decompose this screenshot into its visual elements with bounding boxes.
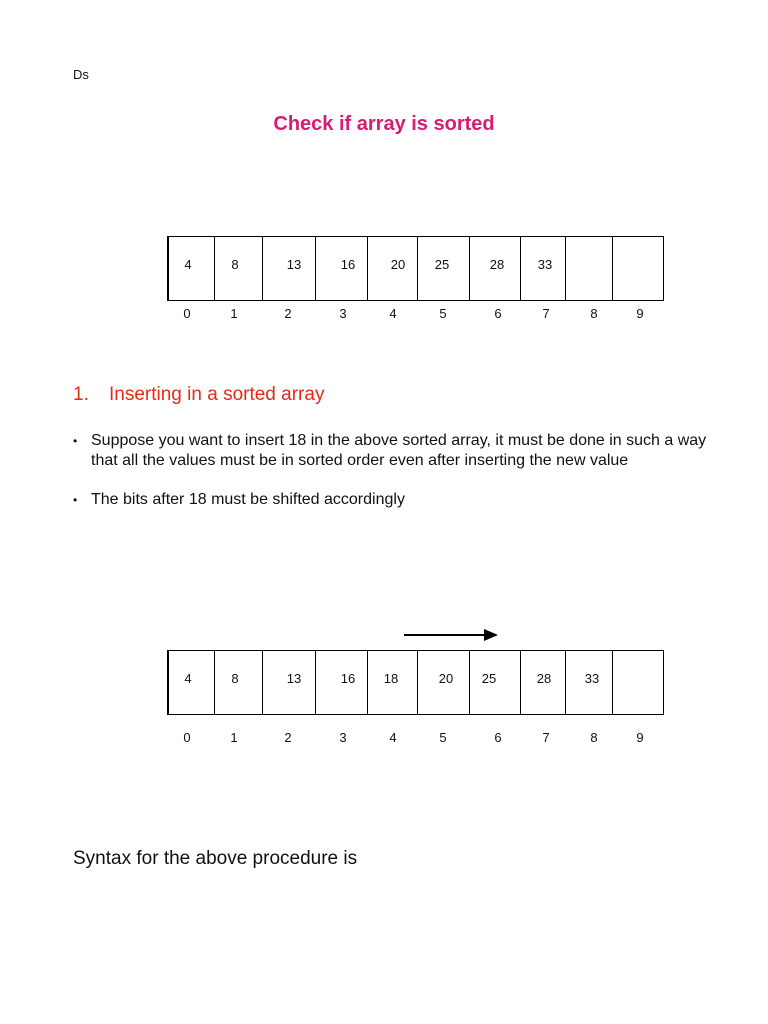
index-label: 2	[284, 730, 292, 745]
cell-value: 4	[184, 257, 192, 272]
array-cell	[215, 237, 263, 300]
array-cell	[613, 651, 664, 714]
array-cell	[169, 651, 215, 714]
list-item	[73, 431, 713, 471]
bullet-list	[73, 431, 713, 529]
section-heading-text: Inserting in a sorted array	[109, 384, 325, 405]
section-number: 1.	[73, 384, 89, 405]
index-label: 0	[183, 306, 191, 321]
array-cell	[470, 651, 521, 714]
index-label: 9	[636, 306, 644, 321]
array-before-table	[167, 236, 664, 301]
array-cell	[263, 237, 316, 300]
index-label: 1	[230, 306, 238, 321]
array-cell	[566, 651, 613, 714]
array-cell	[316, 651, 368, 714]
array-cell	[521, 237, 566, 300]
index-label: 6	[494, 306, 502, 321]
array-after-table	[167, 650, 664, 715]
bullet-icon: •	[73, 493, 78, 507]
array-cell	[418, 237, 470, 300]
index-label: 8	[590, 306, 598, 321]
cell-value: 8	[231, 257, 239, 272]
cell-value: 33	[537, 257, 553, 272]
array-cell	[613, 237, 664, 300]
index-label: 0	[183, 730, 191, 745]
array-cell	[263, 651, 316, 714]
cell-value: 18	[383, 671, 399, 686]
index-label: 7	[542, 306, 550, 321]
array-cell	[521, 651, 566, 714]
cell-value: 13	[286, 257, 302, 272]
cell-value: 8	[231, 671, 239, 686]
index-label: 5	[439, 306, 447, 321]
cell-value: 25	[434, 257, 450, 272]
index-label: 2	[284, 306, 292, 321]
cell-value: 20	[390, 257, 406, 272]
page-title: Check if array is sorted	[273, 113, 495, 135]
index-label: 9	[636, 730, 644, 745]
bullet-text: Suppose you want to insert 18 in the above sorted array, it must be done in such a way that all the values must be in sorted order even after inserting the new value	[91, 432, 707, 469]
bullet-icon: •	[73, 434, 78, 448]
array-cell	[169, 237, 215, 300]
cell-value: 25	[481, 671, 497, 686]
right-arrow-icon	[404, 627, 500, 643]
header-label: Ds	[73, 67, 89, 82]
array-cell	[215, 651, 263, 714]
cell-value: 28	[536, 671, 552, 686]
index-label: 5	[439, 730, 447, 745]
index-label: 8	[590, 730, 598, 745]
cell-value: 16	[340, 671, 356, 686]
index-label: 7	[542, 730, 550, 745]
index-label: 3	[339, 730, 347, 745]
cell-value: 28	[489, 257, 505, 272]
array-cell	[418, 651, 470, 714]
index-label: 4	[389, 730, 397, 745]
section-heading	[73, 384, 324, 406]
array-cell	[368, 237, 418, 300]
index-label: 1	[230, 730, 238, 745]
array-cell	[566, 237, 613, 300]
cell-value: 13	[286, 671, 302, 686]
array-cell	[470, 237, 521, 300]
index-label: 3	[339, 306, 347, 321]
array-cell	[368, 651, 418, 714]
syntax-heading: Syntax for the above procedure is	[73, 848, 358, 869]
index-label: 6	[494, 730, 502, 745]
cell-value: 16	[340, 257, 356, 272]
index-label: 4	[389, 306, 397, 321]
array-cell	[316, 237, 368, 300]
cell-value: 4	[184, 671, 192, 686]
cell-value: 20	[438, 671, 454, 686]
bullet-text: The bits after 18 must be shifted accordingly	[91, 491, 405, 508]
list-item	[73, 490, 713, 510]
cell-value: 33	[584, 671, 600, 686]
